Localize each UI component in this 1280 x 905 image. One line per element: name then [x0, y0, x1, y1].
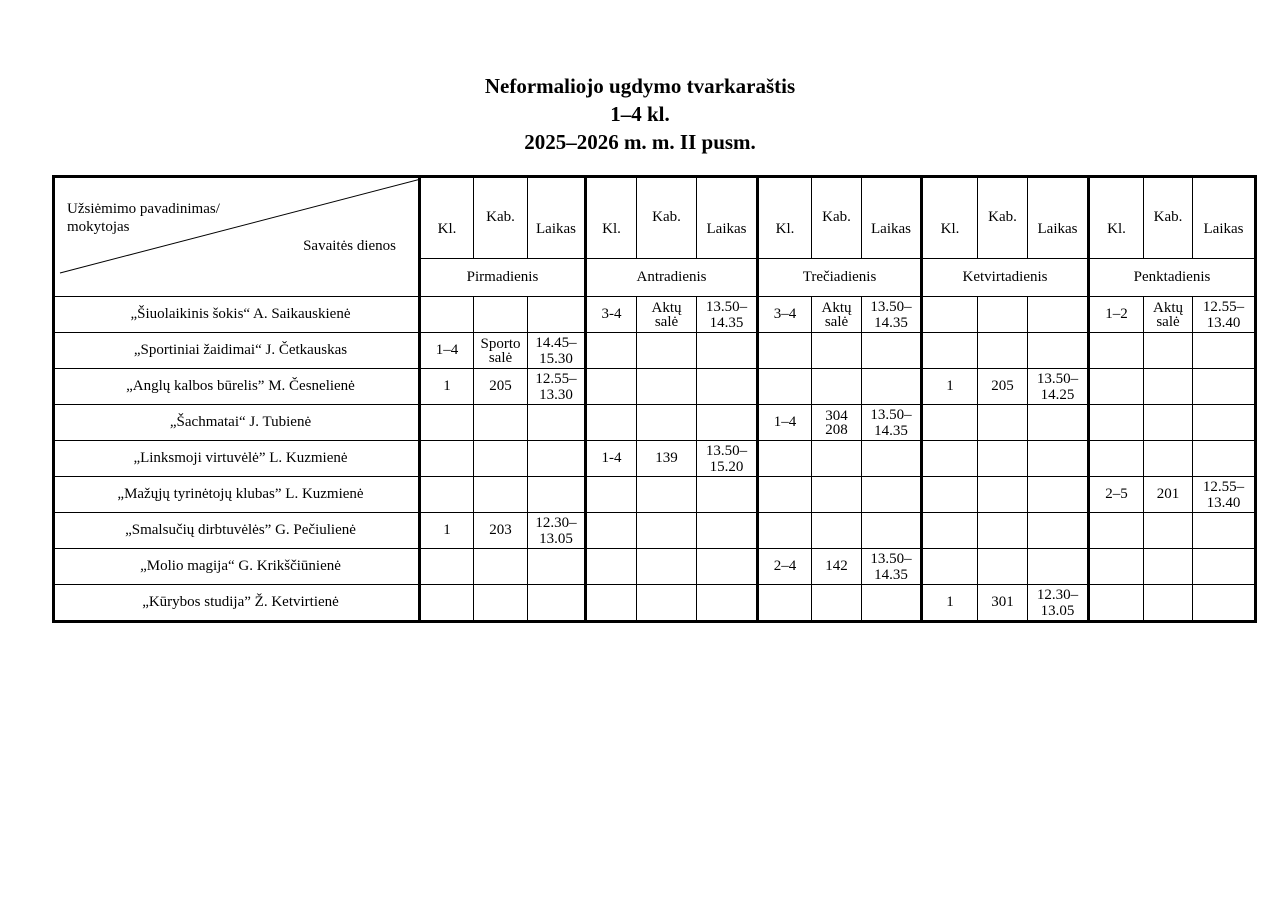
- header-laikas: Laikas: [1028, 177, 1089, 259]
- time-cell: [1028, 297, 1089, 333]
- room-cell: [637, 369, 697, 405]
- class-cell: [1089, 405, 1144, 441]
- header-laikas: Laikas: [697, 177, 758, 259]
- title-line-2: 1–4 kl.: [610, 102, 670, 126]
- header-kab: Kab.: [1144, 177, 1193, 259]
- day-header: Trečiadienis: [758, 259, 922, 297]
- class-cell: 3–4: [758, 297, 812, 333]
- class-cell: [1089, 369, 1144, 405]
- table-row: [54, 585, 1256, 622]
- room-cell: 139: [637, 441, 697, 477]
- room-cell: [474, 405, 528, 441]
- room-cell: [474, 585, 528, 622]
- class-cell: [922, 405, 978, 441]
- time-cell: [697, 405, 758, 441]
- activity-teacher-cell: „Šachmatai“ J. Tubienė: [54, 405, 420, 441]
- header-laikas: Laikas: [1193, 177, 1256, 259]
- corner-label-line-1: Užsiėmimo pavadinimas/: [67, 201, 220, 217]
- class-cell: 1: [420, 369, 474, 405]
- time-cell: [528, 297, 586, 333]
- room-cell: [1144, 369, 1193, 405]
- class-cell: 1–4: [420, 333, 474, 369]
- time-cell: [862, 333, 922, 369]
- time-cell: 12.55– 13.40: [1193, 297, 1256, 333]
- header-kab: Kab.: [812, 177, 862, 259]
- class-cell: 1–4: [758, 405, 812, 441]
- class-cell: [420, 477, 474, 513]
- time-cell: [1193, 405, 1256, 441]
- activity-teacher-cell: „Molio magija“ G. Krikščiūnienė: [54, 549, 420, 585]
- room-cell: [1144, 585, 1193, 622]
- header-kl: Kl.: [758, 177, 812, 259]
- activity-teacher-cell: „Anglų kalbos būrelis” M. Česnelienė: [54, 369, 420, 405]
- class-cell: [922, 513, 978, 549]
- time-cell: [1193, 441, 1256, 477]
- time-cell: [1193, 549, 1256, 585]
- room-cell: 301: [978, 585, 1028, 622]
- room-cell: [812, 477, 862, 513]
- class-cell: [922, 333, 978, 369]
- room-cell: 304 208: [812, 405, 862, 441]
- room-cell: [637, 405, 697, 441]
- time-cell: [1193, 585, 1256, 622]
- header-kl: Kl.: [1089, 177, 1144, 259]
- room-cell: Aktų salė: [637, 297, 697, 333]
- header-kl: Kl.: [586, 177, 637, 259]
- table-row: [54, 513, 1256, 549]
- class-cell: 1: [922, 369, 978, 405]
- room-cell: Aktų salė: [812, 297, 862, 333]
- day-header: Penktadienis: [1089, 259, 1256, 297]
- corner-days-label: Savaitės dienos: [303, 238, 396, 254]
- time-cell: [862, 585, 922, 622]
- room-cell: [812, 369, 862, 405]
- header-kab: Kab.: [637, 177, 697, 259]
- document-title: [0, 72, 1280, 156]
- class-cell: [758, 477, 812, 513]
- class-cell: [758, 513, 812, 549]
- class-cell: [758, 585, 812, 622]
- time-cell: 13.50– 14.25: [1028, 369, 1089, 405]
- room-cell: [978, 549, 1028, 585]
- time-cell: 12.30– 13.05: [1028, 585, 1089, 622]
- room-cell: 205: [978, 369, 1028, 405]
- time-cell: [1193, 333, 1256, 369]
- time-cell: [528, 477, 586, 513]
- class-cell: [420, 405, 474, 441]
- table-row: [54, 441, 1256, 477]
- activity-teacher-cell: „Kūrybos studija” Ž. Ketvirtienė: [54, 585, 420, 622]
- table-row: [54, 549, 1256, 585]
- table-row: [54, 369, 1256, 405]
- time-cell: [697, 333, 758, 369]
- time-cell: [1028, 549, 1089, 585]
- time-cell: [1193, 513, 1256, 549]
- class-cell: [922, 549, 978, 585]
- room-cell: [474, 297, 528, 333]
- class-cell: [1089, 549, 1144, 585]
- class-cell: [922, 477, 978, 513]
- class-cell: [420, 441, 474, 477]
- room-cell: [1144, 333, 1193, 369]
- class-cell: [586, 585, 637, 622]
- room-cell: 203: [474, 513, 528, 549]
- room-cell: [474, 441, 528, 477]
- time-cell: [1193, 369, 1256, 405]
- activity-teacher-cell: „Smalsučių dirbtuvėlės” G. Pečiulienė: [54, 513, 420, 549]
- class-cell: [758, 369, 812, 405]
- class-cell: [922, 441, 978, 477]
- class-cell: 1: [420, 513, 474, 549]
- time-cell: [1028, 477, 1089, 513]
- class-cell: 1: [922, 585, 978, 622]
- day-header: Pirmadienis: [420, 259, 586, 297]
- class-cell: [420, 585, 474, 622]
- room-cell: [637, 585, 697, 622]
- class-cell: [586, 333, 637, 369]
- class-cell: [420, 549, 474, 585]
- time-cell: [528, 441, 586, 477]
- time-cell: [697, 477, 758, 513]
- day-header: Antradienis: [586, 259, 758, 297]
- time-cell: 12.55– 13.40: [1193, 477, 1256, 513]
- room-cell: [637, 549, 697, 585]
- room-cell: 142: [812, 549, 862, 585]
- room-cell: [812, 585, 862, 622]
- class-cell: [1089, 333, 1144, 369]
- room-cell: 201: [1144, 477, 1193, 513]
- class-cell: [758, 441, 812, 477]
- corner-label-line-2: mokytojas: [67, 219, 130, 235]
- time-cell: 13.50– 15.20: [697, 441, 758, 477]
- time-cell: 13.50– 14.35: [697, 297, 758, 333]
- activity-teacher-cell: „Sportiniai žaidimai“ J. Četkauskas: [54, 333, 420, 369]
- activity-teacher-cell: „Mažųjų tyrinėtojų klubas” L. Kuzmienė: [54, 477, 420, 513]
- title-line-1: Neformaliojo ugdymo tvarkaraštis: [484, 74, 796, 98]
- room-cell: [1144, 441, 1193, 477]
- room-cell: [978, 405, 1028, 441]
- room-cell: [812, 513, 862, 549]
- room-cell: [637, 477, 697, 513]
- room-cell: [978, 441, 1028, 477]
- time-cell: [862, 477, 922, 513]
- room-cell: Aktų salė: [1144, 297, 1193, 333]
- time-cell: 13.50– 14.35: [862, 405, 922, 441]
- time-cell: [862, 441, 922, 477]
- header-laikas: Laikas: [528, 177, 586, 259]
- room-cell: 205: [474, 369, 528, 405]
- activity-teacher-cell: „Linksmoji virtuvėlė” L. Kuzmienė: [54, 441, 420, 477]
- schedule-table: [52, 175, 1257, 623]
- header-kab: Kab.: [978, 177, 1028, 259]
- time-cell: [697, 549, 758, 585]
- corner-header-cell: [54, 177, 420, 297]
- header-kab: Kab.: [474, 177, 528, 259]
- table-row: [54, 297, 1256, 333]
- class-cell: 1-4: [586, 441, 637, 477]
- header-row-columns: [54, 177, 1256, 259]
- table-row: [54, 405, 1256, 441]
- class-cell: 3-4: [586, 297, 637, 333]
- time-cell: 14.45– 15.30: [528, 333, 586, 369]
- time-cell: [862, 369, 922, 405]
- class-cell: [420, 297, 474, 333]
- time-cell: [697, 369, 758, 405]
- class-cell: [586, 513, 637, 549]
- room-cell: [637, 333, 697, 369]
- room-cell: Sporto salė: [474, 333, 528, 369]
- room-cell: [978, 333, 1028, 369]
- time-cell: 13.50– 14.35: [862, 297, 922, 333]
- room-cell: [812, 441, 862, 477]
- class-cell: [586, 549, 637, 585]
- time-cell: [862, 513, 922, 549]
- room-cell: [1144, 405, 1193, 441]
- time-cell: [1028, 513, 1089, 549]
- time-cell: 12.55– 13.30: [528, 369, 586, 405]
- room-cell: [1144, 513, 1193, 549]
- room-cell: [812, 333, 862, 369]
- table-row: [54, 477, 1256, 513]
- activity-teacher-cell: „Šiuolaikinis šokis“ A. Saikauskienė: [54, 297, 420, 333]
- room-cell: [474, 549, 528, 585]
- class-cell: 1–2: [1089, 297, 1144, 333]
- time-cell: 13.50– 14.35: [862, 549, 922, 585]
- time-cell: [1028, 441, 1089, 477]
- class-cell: [1089, 513, 1144, 549]
- time-cell: [528, 549, 586, 585]
- corner-label: [67, 200, 220, 236]
- room-cell: [978, 297, 1028, 333]
- time-cell: [528, 405, 586, 441]
- room-cell: [978, 477, 1028, 513]
- time-cell: [1028, 405, 1089, 441]
- room-cell: [978, 513, 1028, 549]
- class-cell: [586, 477, 637, 513]
- class-cell: [922, 297, 978, 333]
- time-cell: [1028, 333, 1089, 369]
- class-cell: [1089, 441, 1144, 477]
- time-cell: [528, 585, 586, 622]
- header-kl: Kl.: [420, 177, 474, 259]
- class-cell: [758, 333, 812, 369]
- time-cell: 12.30– 13.05: [528, 513, 586, 549]
- class-cell: [586, 369, 637, 405]
- room-cell: [474, 477, 528, 513]
- time-cell: [697, 513, 758, 549]
- class-cell: 2–4: [758, 549, 812, 585]
- header-laikas: Laikas: [862, 177, 922, 259]
- class-cell: [586, 405, 637, 441]
- room-cell: [1144, 549, 1193, 585]
- class-cell: [1089, 585, 1144, 622]
- title-line-3: 2025–2026 m. m. II pusm.: [524, 130, 756, 154]
- day-header: Ketvirtadienis: [922, 259, 1089, 297]
- room-cell: [637, 513, 697, 549]
- time-cell: [697, 585, 758, 622]
- table-row: [54, 333, 1256, 369]
- header-kl: Kl.: [922, 177, 978, 259]
- class-cell: 2–5: [1089, 477, 1144, 513]
